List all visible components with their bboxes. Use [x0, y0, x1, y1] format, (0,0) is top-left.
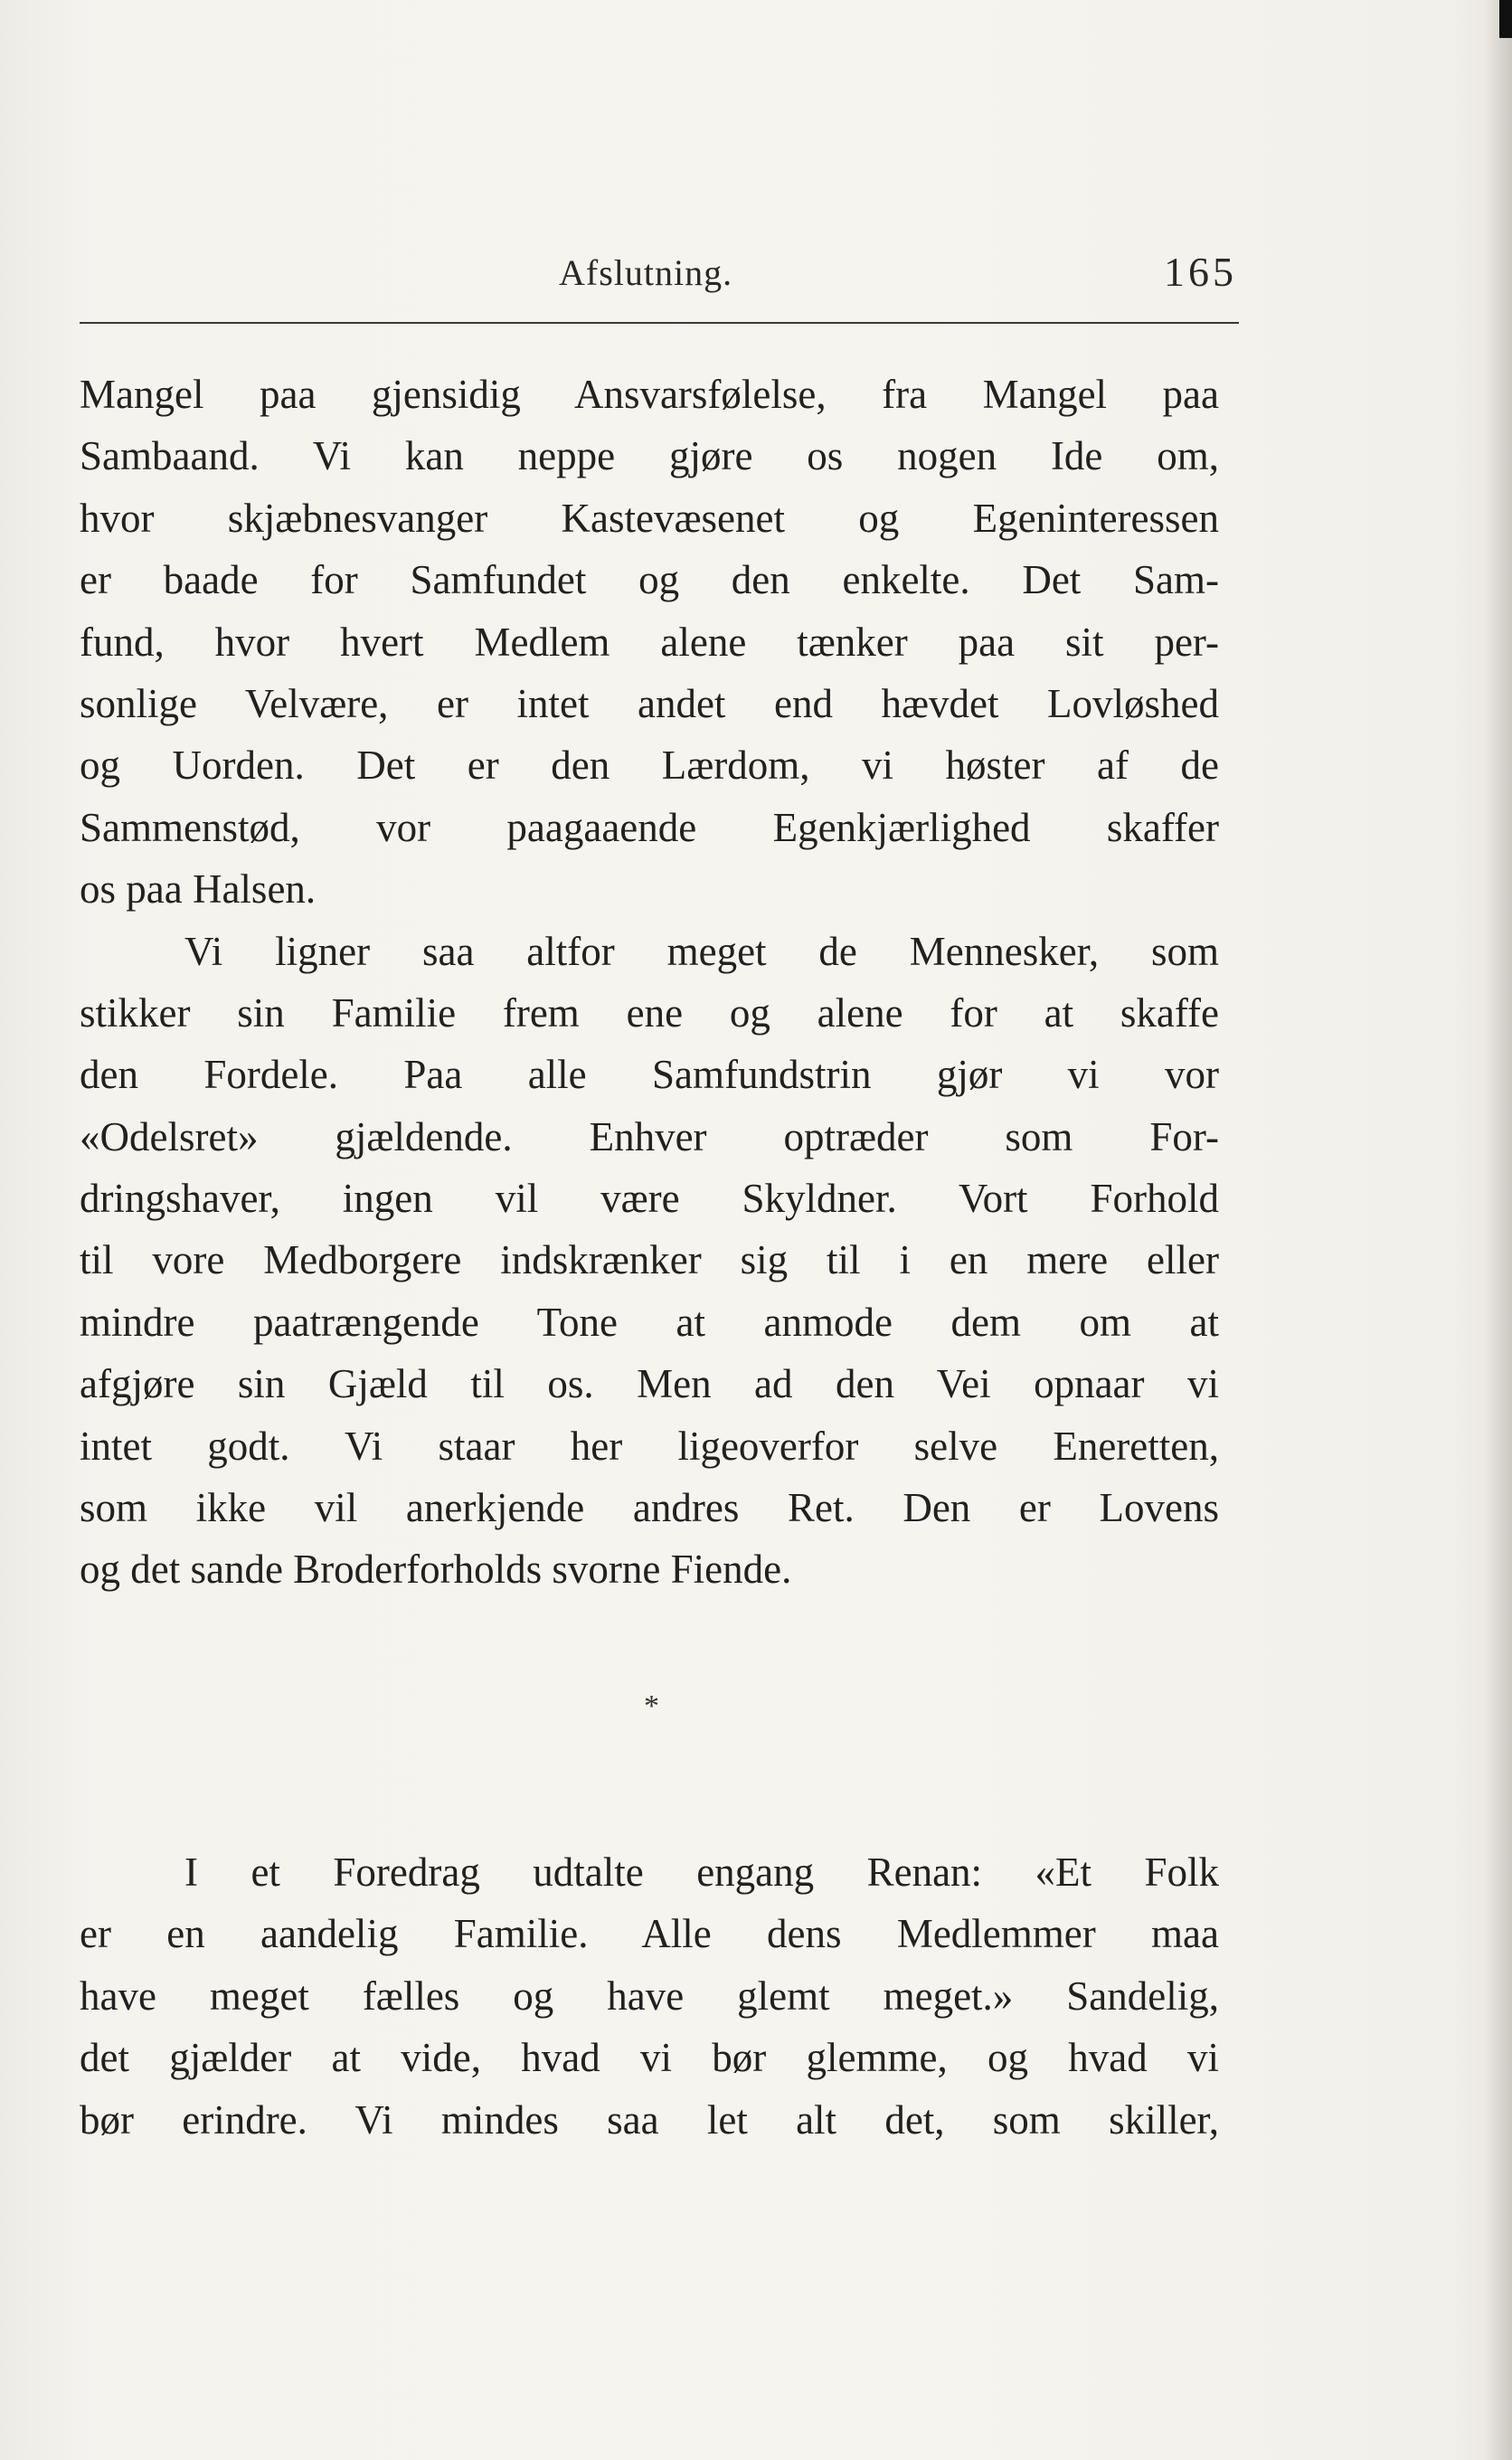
text-line: Sambaand. Vi kan neppe gjøre os nogen Ide om,	[80, 433, 1219, 479]
text-line: og det sande Broderforholds svorne Fiende.	[80, 1547, 792, 1593]
page-edge-mark	[1499, 0, 1512, 38]
text-line: den Fordele. Paa alle Samfundstrin gjør vi vor	[80, 1052, 1219, 1098]
text-line: fund, hvor hvert Medlem alene tænker paa sit per-	[80, 619, 1219, 665]
text-line: det gjælder at vide, hvad vi bør glemme, og hvad vi	[80, 2035, 1219, 2081]
chapter-title: Afslutning.	[559, 252, 733, 293]
header-rule	[80, 322, 1239, 324]
text-line: Vi ligner saa altfor meget de Mennesker, som	[184, 928, 1219, 974]
section-separator: *	[644, 1689, 659, 1723]
running-header	[80, 251, 1237, 306]
paragraph-2	[80, 921, 1219, 1601]
text-line: «Odelsret» gjældende. Enhver optræder som For-	[80, 1113, 1219, 1159]
text-line: stikker sin Familie frem ene og alene for at skaffe	[80, 989, 1219, 1036]
paragraph-1	[80, 364, 1219, 921]
text-line: mindre paatrængende Tone at anmode dem om at	[80, 1299, 1219, 1345]
text-line: som ikke vil anerkjende andres Ret. Den er Lovens	[80, 1485, 1219, 1531]
text-line: have meget fælles og have glemt meget.» Sandelig,	[80, 1973, 1219, 2019]
text-line: Mangel paa gjensidig Ansvarsfølelse, fra Mangel paa	[80, 372, 1219, 417]
body-text-continued	[80, 1841, 1219, 2151]
text-line: os paa Halsen.	[80, 866, 317, 913]
text-line: er en aandelig Familie. Alle dens Medlemmer maa	[80, 1911, 1219, 1957]
text-line: hvor skjæbnesvanger Kastevæsenet og Egeninteressen	[80, 495, 1219, 541]
paragraph-3	[80, 1841, 1219, 2151]
text-line: sonlige Velvære, er intet andet end hævdet Lovløshed	[80, 680, 1219, 726]
text-line: afgjøre sin Gjæld til os. Men ad den Vei opnaar vi	[80, 1361, 1219, 1407]
text-line: intet godt. Vi staar her ligeoverfor selve Eneretten,	[80, 1423, 1219, 1469]
text-line: og Uorden. Det er den Lærdom, vi høster af de	[80, 743, 1219, 789]
text-line: Sammenstød, vor paagaaende Egenkjærlighed skaffer	[80, 804, 1219, 850]
body-text	[80, 364, 1219, 1601]
page-number: 165	[1164, 249, 1237, 295]
text-line: dringshaver, ingen vil være Skyldner. Vort Forhold	[80, 1176, 1219, 1222]
text-line: er baade for Samfundet og den enkelte. Det Sam-	[80, 557, 1219, 603]
text-line: bør erindre. Vi mindes saa let alt det, som skiller,	[80, 2096, 1219, 2143]
page-edge-shadow	[1485, 0, 1512, 2460]
text-line: til vore Medborgere indskrænker sig til i en mere eller	[80, 1237, 1219, 1283]
text-line: I et Foredrag udtalte engang Renan: «Et Folk	[184, 1850, 1219, 1895]
